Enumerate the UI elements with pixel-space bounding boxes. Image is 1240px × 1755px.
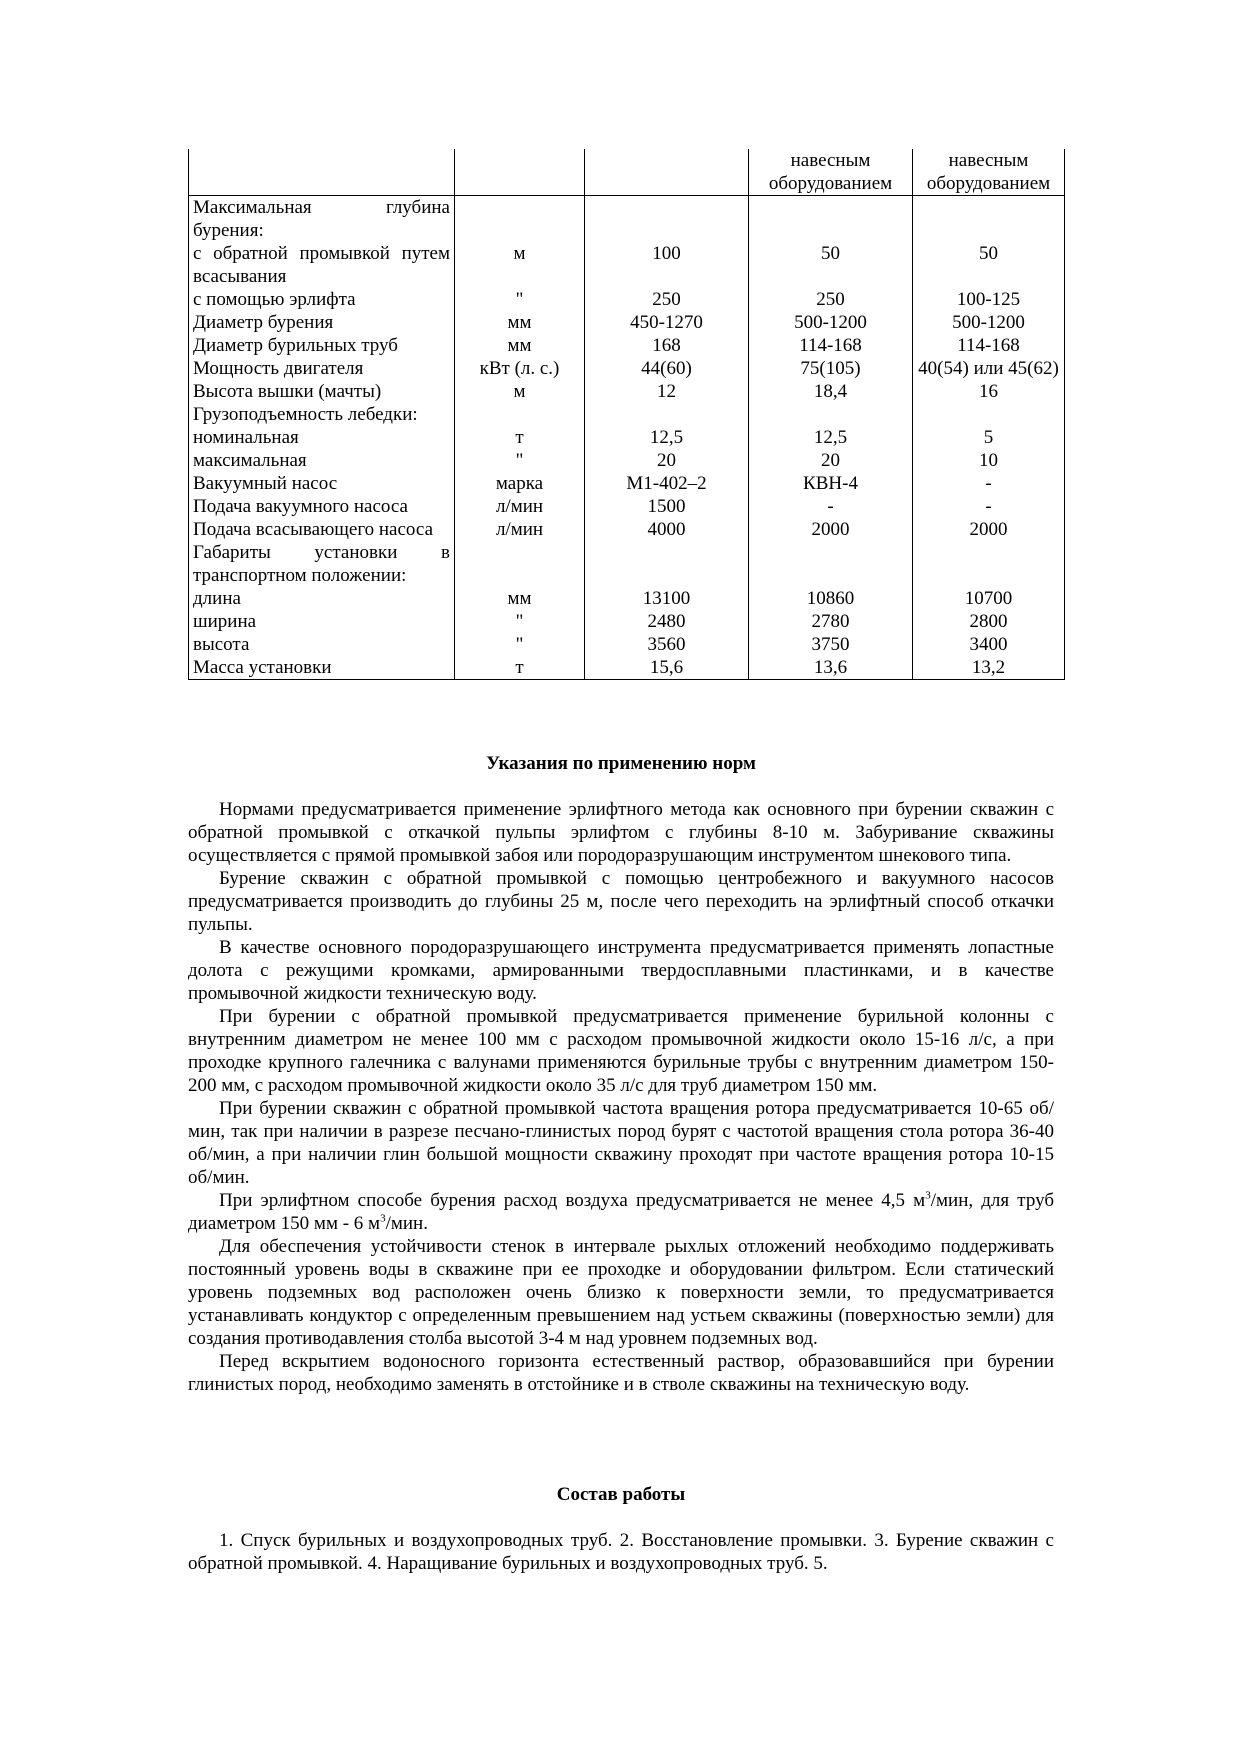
value-cell-2: КВН-4 bbox=[749, 472, 913, 495]
air-text-b: /мин, для труб диаметром 150 мм - 6 м bbox=[188, 1190, 1054, 1234]
value-cell-1: 12,5 bbox=[585, 426, 749, 449]
unit-cell: м bbox=[455, 242, 585, 288]
unit-cell: марка bbox=[455, 472, 585, 495]
value-cell-3: 40(54) или 45(62) bbox=[913, 357, 1065, 380]
row-label: Мощность двигателя bbox=[189, 357, 455, 380]
air-text-a: При эрлифтном способе бурения расход воздуха предусматривается не менее 4,5 м bbox=[219, 1190, 926, 1211]
paragraph: При бурении с обратной промывкой предусматривается применение бурильной колонны с внутренним диаметром не менее 100 мм с расходом промывочной жидкости около 15-16 л/с, а при проходке крупного галечника с валунами применяются бурильные трубы с внутренним диаметром 150-200 мм, с расходом промывочной жидкости около 35 л/с для труб диаметром 150 мм. bbox=[188, 1006, 1054, 1096]
unit-cell: мм bbox=[455, 587, 585, 610]
specs-table-grid bbox=[188, 149, 1065, 680]
header-cell-1 bbox=[189, 149, 455, 196]
row-label: Подача всасывающего насоса bbox=[189, 518, 455, 541]
specs-table bbox=[188, 149, 1064, 680]
value-cell-3: 3400 bbox=[913, 633, 1065, 656]
paragraph: При бурении скважин с обратной промывкой частота вращения ротора предусматривается 10-65 об/мин, так при наличии в разрезе песчано-глинистых пород бурят с частотой вращения стола ротора 36-40 об/мин, а при наличии глин большой мощности скважину проходят при частоте вращения ротора 10-15 об/мин. bbox=[188, 1098, 1054, 1188]
table-row bbox=[189, 587, 1065, 610]
value-cell-3: - bbox=[913, 472, 1065, 495]
row-label: Диаметр бурильных труб bbox=[189, 334, 455, 357]
value-cell-3 bbox=[913, 403, 1065, 426]
value-cell-3: 2000 bbox=[913, 518, 1065, 541]
unit-cell: " bbox=[455, 449, 585, 472]
unit-cell: т bbox=[455, 656, 585, 680]
table-row bbox=[189, 380, 1065, 403]
value-cell-1: 44(60) bbox=[585, 357, 749, 380]
unit-cell bbox=[455, 403, 585, 426]
value-cell-2 bbox=[749, 403, 913, 426]
row-label: Вакуумный насос bbox=[189, 472, 455, 495]
row-label: высота bbox=[189, 633, 455, 656]
row-label: Подача вакуумного насоса bbox=[189, 495, 455, 518]
value-cell-1: 100 bbox=[585, 242, 749, 288]
table-row bbox=[189, 610, 1065, 633]
section-usage-body bbox=[188, 798, 1054, 1396]
header-cell-5: навесным оборудованием bbox=[913, 149, 1065, 196]
unit-cell: мм bbox=[455, 334, 585, 357]
table-row bbox=[189, 242, 1065, 288]
air-text-c: /мин. bbox=[385, 1213, 428, 1234]
value-cell-1: 3560 bbox=[585, 633, 749, 656]
value-cell-1: 168 bbox=[585, 334, 749, 357]
table-row bbox=[189, 633, 1065, 656]
unit-cell bbox=[455, 541, 585, 587]
table-row bbox=[189, 449, 1065, 472]
value-cell-1: 20 bbox=[585, 449, 749, 472]
row-label: с помощью эрлифта bbox=[189, 288, 455, 311]
value-cell-3: 2800 bbox=[913, 610, 1065, 633]
value-cell-2: 2780 bbox=[749, 610, 913, 633]
value-cell-1: 250 bbox=[585, 288, 749, 311]
value-cell-1 bbox=[585, 541, 749, 587]
unit-cell: л/мин bbox=[455, 518, 585, 541]
unit-cell: " bbox=[455, 288, 585, 311]
unit-cell: " bbox=[455, 633, 585, 656]
table-row bbox=[189, 426, 1065, 449]
table-row bbox=[189, 311, 1065, 334]
table-row bbox=[189, 541, 1065, 587]
value-cell-3 bbox=[913, 196, 1065, 243]
table-row bbox=[189, 518, 1065, 541]
row-label: Масса установки bbox=[189, 656, 455, 680]
paragraph: 1. Спуск бурильных и воздухопроводных труб. 2. Восстановление промывки. 3. Бурение скважин с обратной промывкой. 4. Наращивание бурильных и воздухопроводных труб. 5. bbox=[188, 1530, 1054, 1574]
header-cell-4: навесным оборудованием bbox=[749, 149, 913, 196]
table-row bbox=[189, 288, 1065, 311]
value-cell-2: 50 bbox=[749, 242, 913, 288]
value-cell-3: 114-168 bbox=[913, 334, 1065, 357]
paragraph: Бурение скважин с обратной промывкой с помощью центробежного и вакуумного насосов предусматривается производить до глубины 25 м, после чего переходить на эрлифтный способ откачки пульпы. bbox=[188, 868, 1054, 935]
value-cell-2: 13,6 bbox=[749, 656, 913, 680]
row-label: Высота вышки (мачты) bbox=[189, 380, 455, 403]
unit-cell: кВт (л. с.) bbox=[455, 357, 585, 380]
header-cell-3 bbox=[585, 149, 749, 196]
value-cell-2: 3750 bbox=[749, 633, 913, 656]
paragraph: Перед вскрытием водоносного горизонта естественный раствор, образовавшийся при бурении глинистых пород, необходимо заменять в отстойнике и в стволе скважины на техническую воду. bbox=[188, 1351, 1054, 1395]
table-row bbox=[189, 495, 1065, 518]
value-cell-3: 100-125 bbox=[913, 288, 1065, 311]
value-cell-2: 10860 bbox=[749, 587, 913, 610]
value-cell-1: 450-1270 bbox=[585, 311, 749, 334]
row-label: максимальная bbox=[189, 449, 455, 472]
value-cell-2: 500-1200 bbox=[749, 311, 913, 334]
table-row bbox=[189, 403, 1065, 426]
value-cell-2 bbox=[749, 196, 913, 243]
row-label: ширина bbox=[189, 610, 455, 633]
unit-cell: л/мин bbox=[455, 495, 585, 518]
value-cell-3: 16 bbox=[913, 380, 1065, 403]
value-cell-3: - bbox=[913, 495, 1065, 518]
row-label: Грузоподъемность лебедки: bbox=[189, 403, 455, 426]
value-cell-3 bbox=[913, 541, 1065, 587]
row-label: номинальная bbox=[189, 426, 455, 449]
table-row bbox=[189, 196, 1065, 243]
value-cell-2: 114-168 bbox=[749, 334, 913, 357]
value-cell-3: 5 bbox=[913, 426, 1065, 449]
unit-cell: мм bbox=[455, 311, 585, 334]
value-cell-3: 500-1200 bbox=[913, 311, 1065, 334]
unit-cell: т bbox=[455, 426, 585, 449]
value-cell-2: 250 bbox=[749, 288, 913, 311]
section-title-usage: Указания по применению норм bbox=[486, 753, 756, 774]
value-cell-1 bbox=[585, 196, 749, 243]
row-label: Габариты установки в транспортном положении: bbox=[189, 541, 455, 587]
table-row bbox=[189, 334, 1065, 357]
paragraph: В качестве основного породоразрушающего инструмента предусматривается применять лопастные долота с режущими кромками, армированными твердосплавными пластинками, и в качестве промывочной жидкости техническую воду. bbox=[188, 937, 1054, 1004]
paragraph: Для обеспечения устойчивости стенок в интервале рыхлых отложений необходимо поддерживать постоянный уровень воды в скважине при ее проходке и оборудовании фильтром. Если статический уровень подземных вод расположен очень близко к поверхности земли, то предусматривается устанавливать кондуктор с определенным превышением над устьем скважины (поверхностью земли) для создания противодавления столба высотой 3-4 м над уровнем подземных вод. bbox=[188, 1236, 1054, 1349]
value-cell-1 bbox=[585, 403, 749, 426]
table-header-row bbox=[189, 149, 1065, 196]
value-cell-2: 75(105) bbox=[749, 357, 913, 380]
paragraph-air-consumption bbox=[188, 1189, 1054, 1235]
value-cell-2: 12,5 bbox=[749, 426, 913, 449]
value-cell-1: 13100 bbox=[585, 587, 749, 610]
value-cell-1: 1500 bbox=[585, 495, 749, 518]
section-usage-notes bbox=[188, 752, 1054, 775]
value-cell-1: 4000 bbox=[585, 518, 749, 541]
value-cell-1: М1-402–2 bbox=[585, 472, 749, 495]
table-row bbox=[189, 472, 1065, 495]
section-work-composition bbox=[188, 1483, 1054, 1506]
value-cell-2: 18,4 bbox=[749, 380, 913, 403]
unit-cell: м bbox=[455, 380, 585, 403]
value-cell-3: 10700 bbox=[913, 587, 1065, 610]
table-body bbox=[189, 196, 1065, 680]
value-cell-3: 50 bbox=[913, 242, 1065, 288]
value-cell-2: 2000 bbox=[749, 518, 913, 541]
paragraph: Нормами предусматривается применение эрлифтного метода как основного при бурении скважин с обратной промывкой с откачкой пульпы эрлифтом с глубины 8-10 м. Забуривание скважины осуществляется с прямой промывкой забоя или породоразрушающим инструментом шнекового типа. bbox=[188, 799, 1054, 866]
section-work-body bbox=[188, 1529, 1054, 1575]
value-cell-2: - bbox=[749, 495, 913, 518]
section-title-work: Состав работы bbox=[556, 1484, 686, 1505]
value-cell-1: 12 bbox=[585, 380, 749, 403]
row-label: Диаметр бурения bbox=[189, 311, 455, 334]
value-cell-2: 20 bbox=[749, 449, 913, 472]
row-label: длина bbox=[189, 587, 455, 610]
value-cell-3: 10 bbox=[913, 449, 1065, 472]
value-cell-1: 2480 bbox=[585, 610, 749, 633]
value-cell-2 bbox=[749, 541, 913, 587]
row-label: с обратной промывкой путем всасывания bbox=[189, 242, 455, 288]
header-cell-2 bbox=[455, 149, 585, 196]
superscript: 3 bbox=[380, 1212, 386, 1225]
superscript: 3 bbox=[925, 1189, 931, 1202]
value-cell-1: 15,6 bbox=[585, 656, 749, 680]
row-label: Максимальная глубина бурения: bbox=[189, 196, 455, 243]
table-row bbox=[189, 357, 1065, 380]
value-cell-3: 13,2 bbox=[913, 656, 1065, 680]
table-row bbox=[189, 656, 1065, 680]
unit-cell: " bbox=[455, 610, 585, 633]
unit-cell bbox=[455, 196, 585, 243]
